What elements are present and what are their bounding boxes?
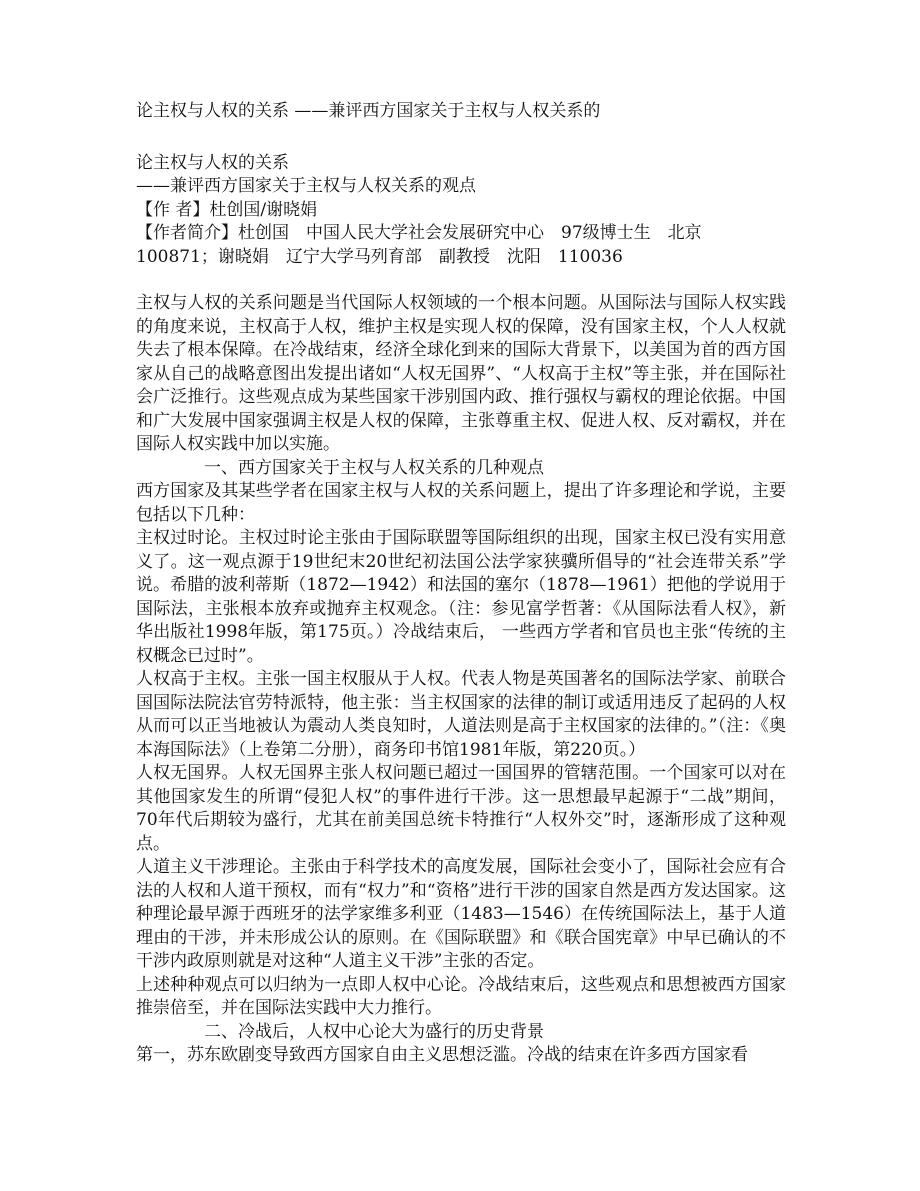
author-line: 【作 者】杜创国/谢晓娟 (136, 199, 318, 220)
article-subtitle: ——兼评西方国家关于主权与人权关系的观点 (136, 176, 476, 196)
author-intro-line-2: 100871；谢晓娟 辽宁大学马列育部 副教授 沈阳 110036 (136, 246, 623, 267)
section-heading-2: 二、冷战后，人权中心论大为盛行的历史背景 (204, 1021, 544, 1042)
document-title: 论主权与人权的关系 ——兼评西方国家关于主权与人权关系的 (136, 101, 601, 121)
paragraph: 人权无国界。人权无国界主张人权问题已超过一国国界的管辖范围。一个国家可以对在其他国家发生的所谓“侵犯人权”的事件进行干涉。这一思想最早起源于“二战”期间，70年代后期较为盛行，尤其在前美国总统卡特推行“人权外交”时，逐渐形成了这种观点。 (136, 763, 786, 854)
intro-paragraph: 主权与人权的关系问题是当代国际人权领域的一个根本问题。从国际法与国际人权实践的角度来说，主权高于人权，维护主权是实现人权的保障，没有国家主权，个人人权就失去了根本保障。在冷战结束，经济全球化到来的国际大背景下，以美国为首的西方国家从自己的战略意图出发提出诸如“人权无国界”、“人权高于主权”等主张，并在国际社会广泛推行。这些观点成为某些国家干涉别国内政、推行强权与霸权的理论依据。中国和广大发展中国家强调主权是人权的保障，主张尊重主权、促进人权、反对霸权，并在国际人权实践中加以实施。 (136, 293, 786, 454)
paragraph: 第一，苏东欧剧变导致西方国家自由主义思想泛滥。冷战的结束在许多西方国家看 (136, 1045, 748, 1065)
author-intro-line-1: 【作者简介】杜创国 中国人民大学社会发展研究中心 97级博士生 北京 (136, 223, 702, 243)
document-body (136, 100, 786, 1068)
paragraph: 西方国家及其某些学者在国家主权与人权的关系问题上，提出了许多理论和学说，主要包括以下几种： (136, 481, 786, 525)
section-heading-1: 一、西方国家关于主权与人权关系的几种观点 (204, 457, 544, 478)
paragraph: 上述种种观点可以归纳为一点即人权中心论。冷战结束后，这些观点和思想被西方国家推崇倍至，并在国际法实践中大力推行。 (136, 974, 786, 1018)
paragraph: 人道主义干涉理论。主张由于科学技术的高度发展，国际社会变小了，国际社会应有合法的人权和人道干预权，而有“权力”和“资格”进行干涉的国家自然是西方发达国家。这种理论最早源于西班牙的法学家维多利亚（1483—1546）在传统国际法上，基于人道理由的干涉，并未形成公认的原则。在《国际联盟》和《联合国宪章》中早已确认的不干涉内政原则就是对这种“人道主义干涉”主张的否定。 (136, 857, 786, 971)
paragraph: 主权过时论。主权过时论主张由于国际联盟等国际组织的出现，国家主权已没有实用意义了。这一观点源于19世纪末20世纪初法国公法学家狭骥所倡导的“社会连带关系”学说。希腊的波利蒂斯（1872—1942）和法国的塞尔（1878—1961）把他的学说用于国际法，主张根本放弃或抛弃主权观念。（注：参见富学哲著：《从国际法看人权》，新华出版社1998年版，第175页。）冷战结束后， 一些西方学者和官员也主张“传统的主权概念已过时”。 (136, 528, 786, 666)
article-title: 论主权与人权的关系 (136, 152, 289, 173)
paragraph: 人权高于主权。主张一国主权服从于人权。代表人物是英国著名的国际法学家、前联合国国际法院法官劳特派特，他主张：当主权国家的法律的制订或适用违反了起码的人权从而可以正当地被认为震动人类良知时，人道法则是高于主权国家的法律的。”（注：《奥本海国际法》（上卷第二分册），商务印书馆1981年版，第220页。） (136, 669, 786, 760)
